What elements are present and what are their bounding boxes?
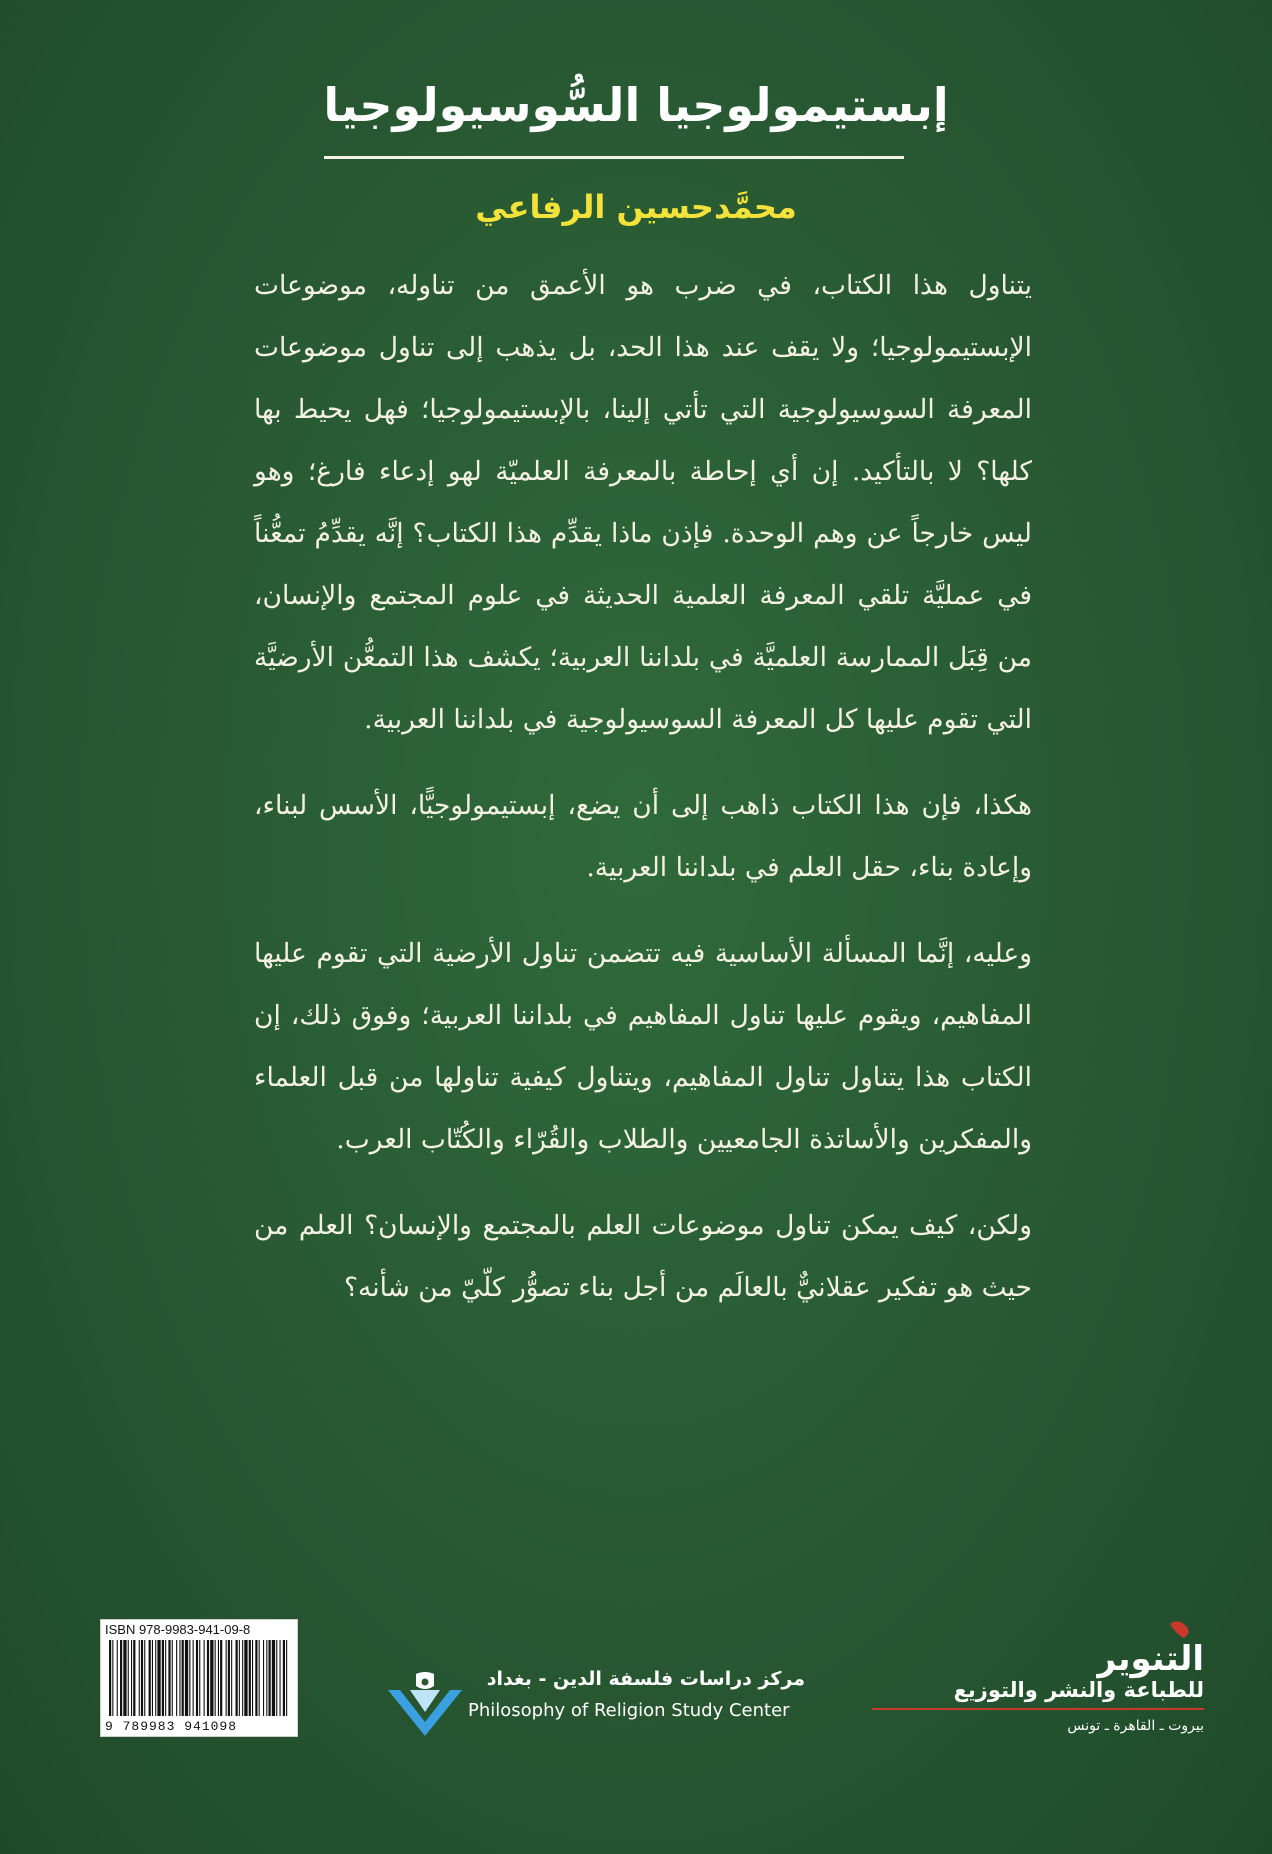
barcode-number: 9 789983 941098	[105, 1719, 238, 1734]
barcode-bar	[259, 1640, 260, 1716]
barcode-bar	[131, 1640, 132, 1716]
barcode-bar	[231, 1640, 232, 1716]
barcode-bar	[249, 1640, 251, 1716]
barcode-bar	[165, 1640, 166, 1716]
barcode-bar	[193, 1640, 194, 1716]
barcode-bar	[242, 1640, 243, 1716]
publisher-logo	[1096, 1620, 1206, 1680]
barcode-bar	[117, 1640, 118, 1716]
barcode-bar	[220, 1640, 222, 1716]
barcode-bar	[139, 1640, 140, 1716]
barcode-bar	[133, 1640, 135, 1716]
barcode-bar	[141, 1640, 143, 1716]
pen-nib-logo-icon	[380, 1670, 470, 1740]
barcode-bar	[179, 1640, 180, 1716]
barcode-bar	[255, 1640, 257, 1716]
barcode-bar	[155, 1640, 156, 1716]
blurb-paragraph-1: يتناول هذا الكتاب، في ضرب هو الأعمق من تناوله، موضوعات الإبستيمولوجيا؛ ولا يقف عند هذا الحد، بل يذهب إلى تناول موضوعات المعرفة السوسيولوجية التي تأتي إلينا، بالإبستيمولوجيا؛ فهل يحيط بها كلها؟ لا بالتأكيد. إن أي إحاطة بالمعرفة العلميّة لهو إدعاء فارغ؛ وهو ليس خارجاً عن وهم الوحدة. فإذن ماذا يقدِّم هذا الكتاب؟ إنَّه يقدِّمُ تمعُّناً في عمليَّة تلقي المعرفة العلمية الحديثة في علوم المجتمع والإنسان، من قِبَل الممارسة العلميَّة في بلداننا العربية؛ يكشف هذا التمعُّن الأرضيَّة التي تقوم عليها كل المعرفة السوسيولوجية في بلداننا العربية.	[254, 270, 1032, 735]
barcode-bar	[199, 1640, 200, 1716]
blurb-paragraph-2: هكذا، فإن هذا الكتاب ذاهب إلى أن يضع، إبستيمولوجيًّا، الأسس لبناء، وإعادة بناء، حقل العلم في بلداننا العربية.	[254, 790, 1032, 883]
publisher-divider	[872, 1708, 1204, 1710]
barcode-bar	[283, 1640, 285, 1716]
barcode-bar	[149, 1640, 151, 1716]
barcode-bar	[272, 1640, 275, 1716]
barcode-bar	[215, 1640, 216, 1716]
publisher-cities: بيروت ـ القاهرة ـ تونس	[1067, 1718, 1204, 1734]
blurb-paragraph-3: وعليه، إنَّما المسألة الأساسية فيه تتضمن تناول الأرضية التي تقوم عليها المفاهيم، ويقوم عليها تناول المفاهيم في بلداننا العربية؛ وفوق ذلك، إن الكتاب هذا يتناول تناول المفاهيم، ويتناول كيفية تناولها من قبل العلماء والمفكرين والأساتذة الجامعيين والطلاب والقُرّاء والكُتّاب العرب.	[254, 938, 1032, 1155]
author-name: محمَّدحسين الرفاعي	[475, 188, 797, 226]
barcode-bar	[239, 1640, 240, 1716]
book-title: إبستيمولوجيا السُّوسيولوجيا	[323, 78, 949, 132]
barcode-bar	[157, 1640, 160, 1716]
barcode-bar	[244, 1640, 247, 1716]
barcode-bar	[128, 1640, 129, 1716]
barcode-bar	[263, 1640, 264, 1716]
blurb-paragraph-4: ولكن، كيف يمكن تناول موضوعات العلم بالمجتمع والإنسان؟ العلم من حيث هو تفكير عقلانيٌّ بالعالَم من أجل بناء تصوُّر كلّيّ من شأنه؟	[254, 1210, 1032, 1303]
barcode-bar	[207, 1640, 209, 1716]
barcode-bar	[280, 1640, 281, 1716]
barcode-bar	[228, 1640, 230, 1716]
barcode-bar	[218, 1640, 219, 1716]
isbn-barcode	[100, 1619, 298, 1737]
publisher-flame-icon	[1170, 1621, 1189, 1638]
barcode-bar	[196, 1640, 198, 1716]
barcode-bar	[252, 1640, 253, 1716]
barcode-bar	[286, 1640, 287, 1716]
barcode-bar	[112, 1640, 113, 1716]
barcode-bar	[269, 1640, 271, 1716]
barcode-bar	[210, 1640, 213, 1716]
barcode-bar	[182, 1640, 184, 1716]
barcode-bar	[204, 1640, 205, 1716]
barcode-bar	[236, 1640, 238, 1716]
isbn-label: ISBN 978-9983-941-09-8	[105, 1622, 251, 1637]
center-name-english: Philosophy of Religion Study Center	[468, 1700, 790, 1721]
barcode-bar	[226, 1640, 227, 1716]
blurb-text	[254, 255, 1032, 1343]
barcode-bar	[185, 1640, 188, 1716]
barcode-bar	[162, 1640, 164, 1716]
barcode-bar	[172, 1640, 173, 1716]
barcode-bar	[109, 1640, 111, 1716]
barcode-bar	[276, 1640, 277, 1716]
barcode-bar	[144, 1640, 145, 1716]
barcode-bar	[176, 1640, 177, 1716]
publisher-name: للطباعة والنشر والتوزيع	[953, 1678, 1204, 1702]
publisher-mark-text: التنوير	[1096, 1639, 1204, 1679]
barcode-bar	[152, 1640, 153, 1716]
barcode-bars	[107, 1640, 291, 1716]
barcode-bar	[189, 1640, 190, 1716]
barcode-bar	[168, 1640, 170, 1716]
barcode-bar	[266, 1640, 267, 1716]
barcode-bar	[120, 1640, 122, 1716]
title-divider	[324, 156, 904, 159]
center-name-arabic: مركز دراسات فلسفة الدين - بغداد	[486, 1668, 805, 1690]
barcode-bar	[123, 1640, 126, 1716]
